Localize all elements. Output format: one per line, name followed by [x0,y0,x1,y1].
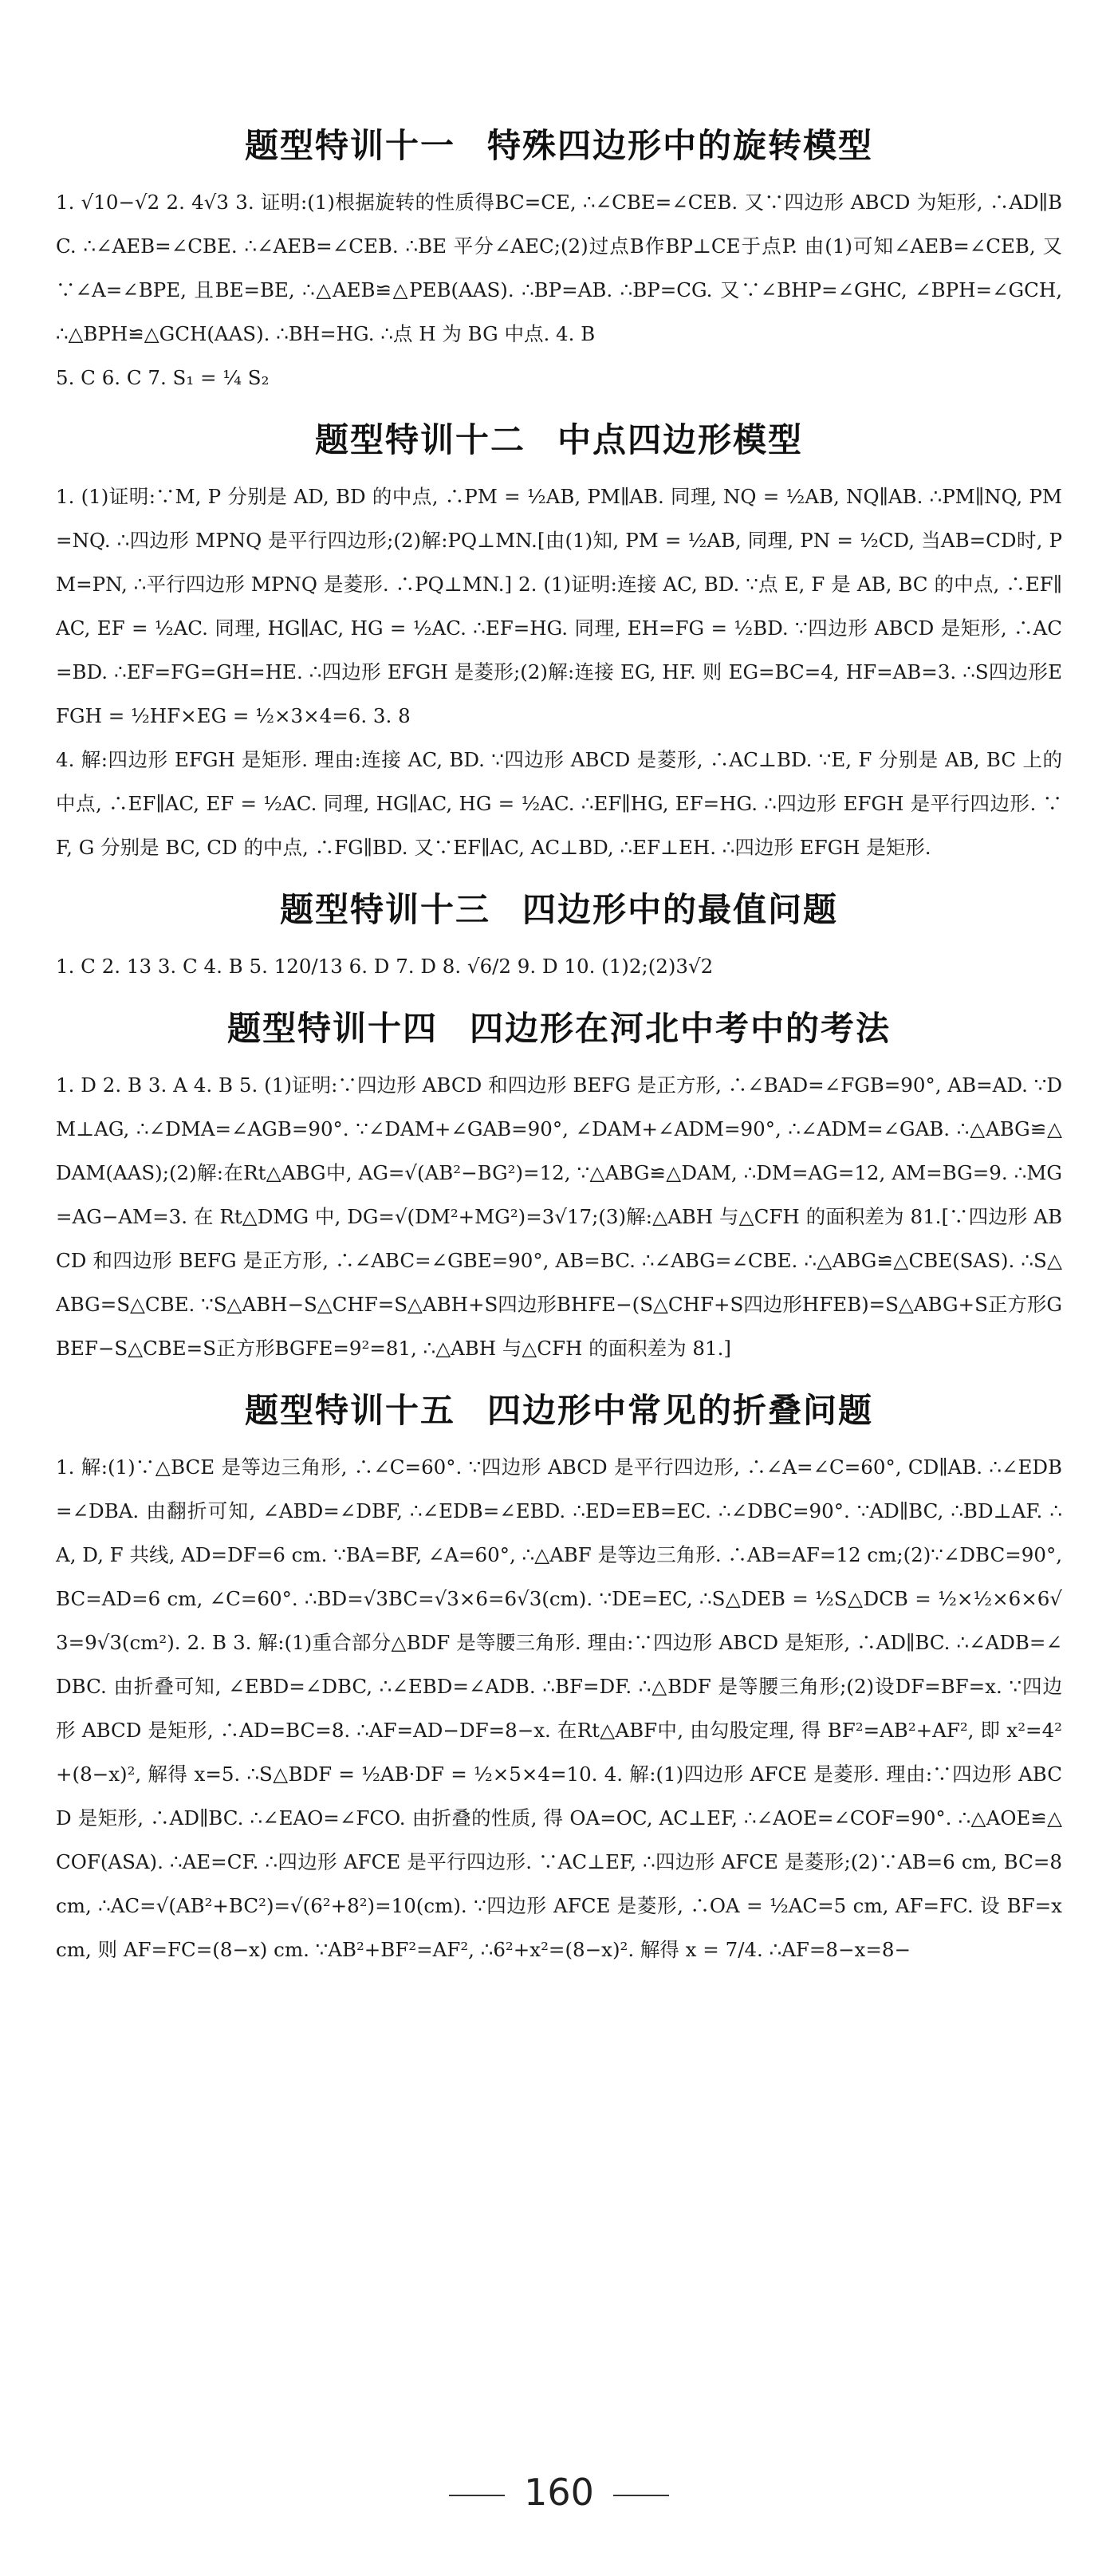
page-number-dash-right [613,2495,669,2496]
section-title: 题型特训十四 四边形在河北中考中的考法 [226,1009,892,1048]
section-title: 题型特训十一 特殊四边形中的旋转模型 [244,126,874,165]
section-15 [56,1385,1062,1971]
answer-paragraph: 1. (1)证明:∵M, P 分别是 AD, BD 的中点, ∴PM = ½AB, PM∥AB. 同理, NQ = ½AB, NQ∥AB. ∴PM∥NQ, PM=NQ. ∴四边形 MPNQ 是平行四边形;(2)解:PQ⊥MN.[由(1)知, PM = ½AB, 同理, PN = ½CD, 当AB=CD时, PM=PN, ∴平行四边形 MPNQ 是菱形. ∴PQ⊥MN.] 2. (1)证明:连接 AC, BD. ∵点 E, F 是 AB, BC 的中点, ∴EF∥AC, EF = ½AC. 同理, HG∥AC, HG = ½AC. ∴EF=HG. 同理, EH=FG = ½BD. ∵四边形 ABCD 是矩形, ∴AC=BD. ∴EF=FG=GH=HE. ∴四边形 EFGH 是菱形;(2)解:连接 EG, HF. 则 EG=BC=4, HF=AB=3. ∴S四边形EFGH = ½HF×EG = ½×3×4=6. 3. 8 [56,485,1062,727]
page-number-dash-left [449,2495,505,2496]
answer-paragraph: 1. D 2. B 3. A 4. B 5. (1)证明:∵四边形 ABCD 和四边形 BEFG 是正方形, ∴∠BAD=∠FGB=90°, AB=AD. ∵DM⊥AG, ∴∠DMA=∠AGB=90°. ∵∠DAM+∠GAB=90°, ∠DAM+∠ADM=90°, ∴∠ADM=∠GAB. ∴△ABG≌△DAM(AAS);(2)解:在Rt△ABG中, AG=√(AB²−BG²)=12, ∵△ABG≌△DAM, ∴DM=AG=12, AM=BG=9. ∴MG=AG−AM=3. 在 Rt△DMG 中, DG=√(DM²+MG²)=3√17;(3)解:△ABH 与△CFH 的面积差为 81.[∵四边形 ABCD 和四边形 BEFG 是正方形, ∴∠ABC=∠GBE=90°, AB=BC. ∴∠ABG=∠CBE. ∴△ABG≌△CBE(SAS). ∴S△ABG=S△CBE. ∵S△ABH−S△CHF=S△ABH+S四边形BHFE−(S△CHF+S四边形HFEB)=S△ABG+S正方形GBEF−S△CBE=S正方形BGFE=9²=81, ∴△ABH 与△CFH 的面积差为 81.] [56,1073,1062,1360]
section-11 [56,120,1062,400]
answer-paragraph: 5. C 6. C 7. S₁ = ¼ S₂ [56,366,270,389]
page-number: 160 [0,2471,1118,2514]
answer-paragraph: 1. √10−√2 2. 4√3 3. 证明:(1)根据旋转的性质得BC=CE, ∴∠CBE=∠CEB. 又∵四边形 ABCD 为矩形, ∴AD∥BC. ∴∠AEB=∠CBE. ∴∠AEB=∠CEB. ∴BE 平分∠AEC;(2)过点B作BP⊥CE于点P. 由(1)可知∠AEB=∠CEB, 又∵∠A=∠BPE, 且BE=BE, ∴△AEB≌△PEB(AAS). ∴BP=AB. ∴BP=CG. 又∵∠BHP=∠GHC, ∠BPH=∠GCH, ∴△BPH≌△GCH(AAS). ∴BH=HG. ∴点 H 为 BG 中点. 4. B [56,191,1062,345]
section-title: 题型特训十三 四边形中的最值问题 [279,890,839,929]
answer-paragraph: 1. C 2. 13 3. C 4. B 5. 120/13 6. D 7. D 8. √6/2 9. D 10. (1)2;(2)3√2 [56,955,714,978]
answer-paragraph: 4. 解:四边形 EFGH 是矩形. 理由:连接 AC, BD. ∵四边形 ABCD 是菱形, ∴AC⊥BD. ∵E, F 分别是 AB, BC 上的中点, ∴EF∥AC, EF = ½AC. 同理, HG∥AC, HG = ½AC. ∴EF∥HG, EF=HG. ∴四边形 EFGH 是平行四边形. ∵F, G 分别是 BC, CD 的中点, ∴FG∥BD. 又∵EF∥AC, AC⊥BD, ∴EF⊥EH. ∴四边形 EFGH 是矩形. [56,748,1062,859]
answer-paragraph: 1. 解:(1)∵△BCE 是等边三角形, ∴∠C=60°. ∵四边形 ABCD 是平行四边形, ∴∠A=∠C=60°, CD∥AB. ∴∠EDB=∠DBA. 由翻折可知, ∠ABD=∠DBF, ∴∠EDB=∠EBD. ∴ED=EB=EC. ∴∠DBC=90°. ∵AD∥BC, ∴BD⊥AF. ∴A, D, F 共线, AD=DF=6 cm. ∵BA=BF, ∠A=60°, ∴△ABF 是等边三角形. ∴AB=AF=12 cm;(2)∵∠DBC=90°, BC=AD=6 cm, ∠C=60°. ∴BD=√3BC=√3×6=6√3(cm). ∵DE=EC, ∴S△DEB = ½S△DCB = ½×½×6×6√3=9√3(cm²). 2. B 3. 解:(1)重合部分△BDF 是等腰三角形. 理由:∵四边形 ABCD 是矩形, ∴AD∥BC. ∴∠ADB=∠DBC. 由折叠可知, ∠EBD=∠DBC, ∴∠EBD=∠ADB. ∴BF=DF. ∴△BDF 是等腰三角形;(2)设DF=BF=x. ∵四边形 ABCD 是矩形, ∴AD=BC=8. ∴AF=AD−DF=8−x. 在Rt△ABF中, 由勾股定理, 得 BF²=AB²+AF², 即 x²=4²+(8−x)², 解得 x=5. ∴S△BDF = ½AB·DF = ½×5×4=10. 4. 解:(1)四边形 AFCE 是菱形. 理由:∵四边形 ABCD 是矩形, ∴AD∥BC. ∴∠EAO=∠FCO. 由折叠的性质, 得 OA=OC, AC⊥EF, ∴∠AOE=∠COF=90°. ∴△AOE≌△COF(ASA). ∴AE=CF. ∴四边形 AFCE 是平行四边形. ∵AC⊥EF, ∴四边形 AFCE 是菱形;(2)∵AB=6 cm, BC=8 cm, ∴AC=√(AB²+BC²)=√(6²+8²)=10(cm). ∵四边形 AFCE 是菱形, ∴OA = ½AC=5 cm, AF=FC. 设 BF=x cm, 则 AF=FC=(8−x) cm. ∵AB²+BF²=AF², ∴6²+x²=(8−x)². 解得 x = 7/4. ∴AF=8−x=8− [56,1455,1062,1961]
section-title: 题型特训十五 四边形中常见的折叠问题 [244,1391,874,1430]
section-13 [56,884,1062,988]
section-12 [56,414,1062,869]
section-title: 题型特训十二 中点四边形模型 [314,420,804,459]
section-14 [56,1002,1062,1370]
